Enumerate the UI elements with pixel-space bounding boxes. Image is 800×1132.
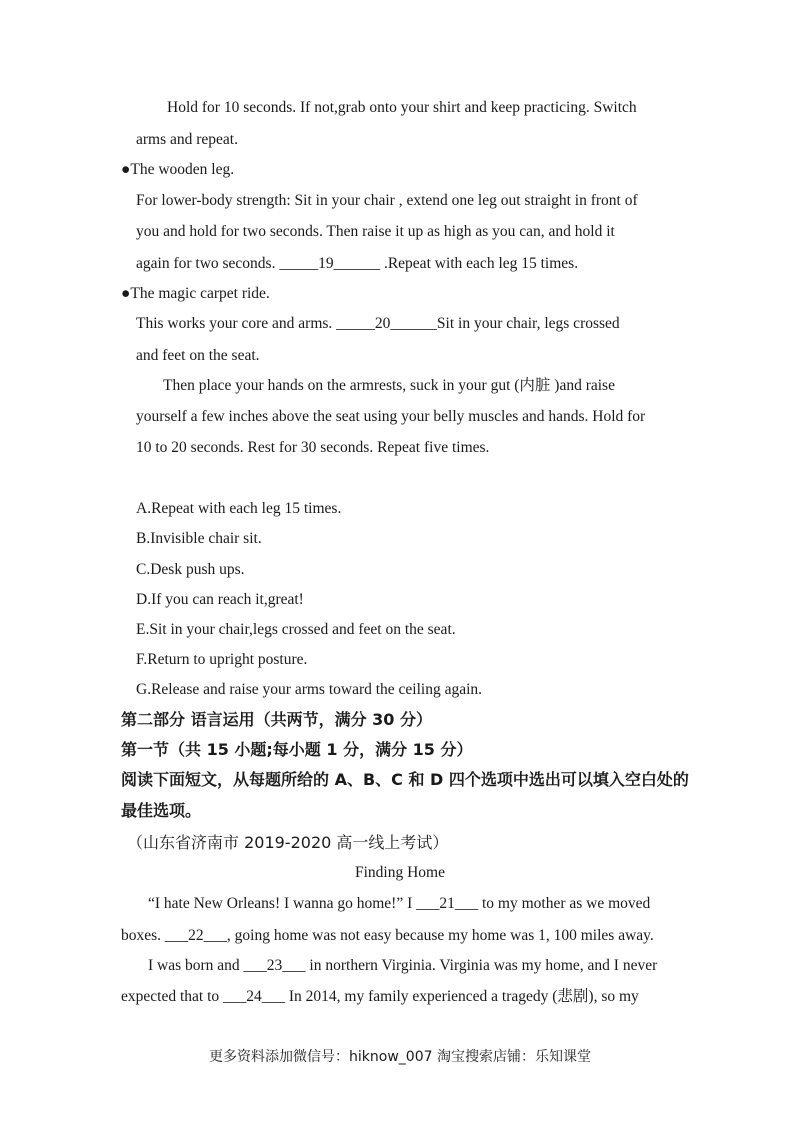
passage-line: I was born and ___23___ in northern Virginia. Virginia was my home, and I never <box>148 957 658 974</box>
text-line: and feet on the seat. <box>136 347 260 364</box>
passage-title: Finding Home <box>355 864 445 881</box>
text-line: you and hold for two seconds. Then raise it up as high as you can, and hold it <box>136 223 615 240</box>
passage-line: “I hate New Orleans! I wanna go home!” I ___21___ to my mother as we moved <box>148 895 651 912</box>
bullet-item-magic-carpet: ●The magic carpet ride. <box>121 285 270 302</box>
text-line: arms and repeat. <box>136 131 238 148</box>
option-d: D.If you can reach it,great! <box>136 591 304 608</box>
text-line: yourself a few inches above the seat using your belly muscles and hands. Hold for <box>136 408 646 425</box>
text-line: again for two seconds. _____19______ .Repeat with each leg 15 times. <box>136 255 579 272</box>
source-note: （山东省济南市 2019-2020 高一线上考试） <box>127 833 449 852</box>
option-g: G.Release and raise your arms toward the ceiling again. <box>136 681 483 698</box>
passage-line: expected that to ___24___ In 2014, my family experienced a tragedy (悲剧), so my <box>121 988 639 1005</box>
instruction-line: 阅读下面短文，从每题所给的 A、B、C 和 D 四个选项中选出可以填入空白处的 <box>121 770 689 789</box>
option-f: F.Return to upright posture. <box>136 651 308 668</box>
option-b: B.Invisible chair sit. <box>136 530 262 547</box>
option-c: C.Desk push ups. <box>136 561 245 578</box>
text-line: Then place your hands on the armrests, suck in your gut (内脏 )and raise <box>163 377 615 394</box>
option-e: E.Sit in your chair,legs crossed and feet on the seat. <box>136 621 456 638</box>
passage-line: boxes. ___22___, going home was not easy because my home was 1, 100 miles away. <box>121 927 654 944</box>
text-line: 10 to 20 seconds. Rest for 30 seconds. Repeat five times. <box>136 439 490 456</box>
instruction-line: 最佳选项。 <box>121 801 202 820</box>
part-two-heading: 第二部分 语言运用（共两节，满分 30 分） <box>121 710 432 729</box>
text-line: Hold for 10 seconds. If not,grab onto your shirt and keep practicing. Switch <box>167 99 637 116</box>
bullet-item-wooden-leg: ●The wooden leg. <box>121 161 235 178</box>
page-footer: 更多资料添加微信号：hiknow_007 淘宝搜索店铺：乐知课堂 <box>209 1049 591 1065</box>
text-line: For lower-body strength: Sit in your chair , extend one leg out straight in front of <box>136 192 638 209</box>
text-line: This works your core and arms. _____20______Sit in your chair, legs crossed <box>136 315 620 332</box>
section-one-heading: 第一节（共 15 小题;每小题 1 分，满分 15 分） <box>121 740 473 759</box>
option-a: A.Repeat with each leg 15 times. <box>136 500 342 517</box>
